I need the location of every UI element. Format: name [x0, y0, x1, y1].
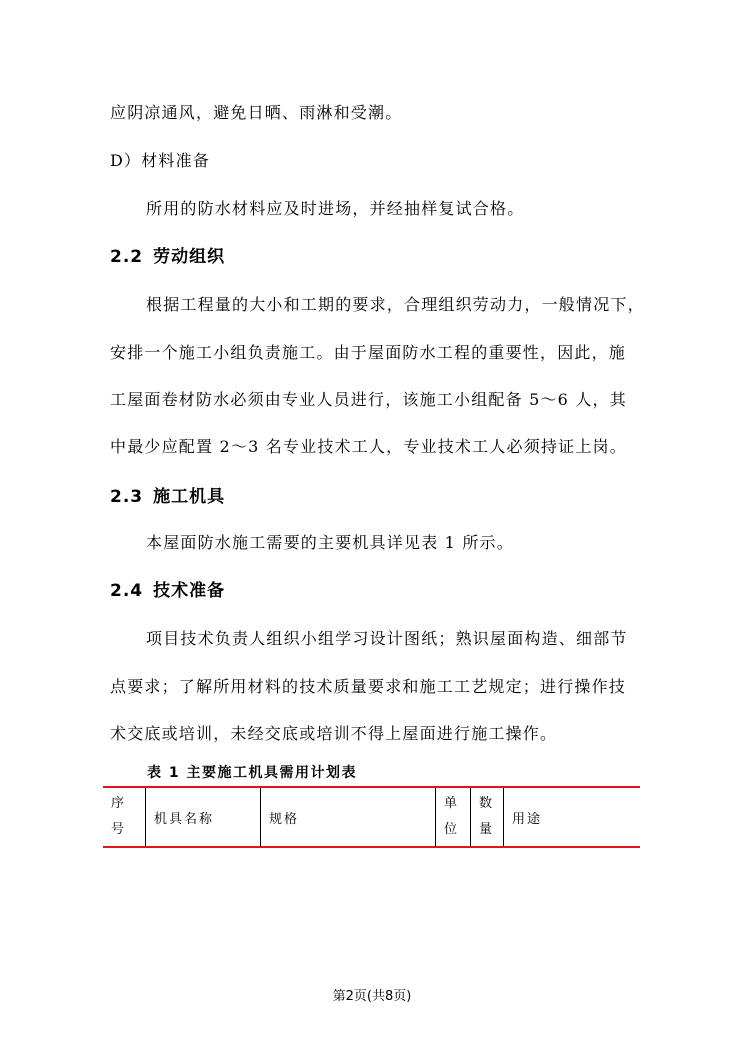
page-number: 第2页(共8页) [332, 989, 412, 1004]
section-2-4-heading [110, 580, 225, 602]
section-title: 技术准备 [153, 581, 226, 601]
material-prep-text: 所用的防水材料应及时进场，并经抽样复试合格。 [146, 199, 525, 218]
section-2-3-heading [110, 486, 225, 508]
section-number: 2.2 [110, 247, 144, 267]
labor-line-4: 中最少应配置 2～3 名专业技术工人，专业技术工人必须持证上岗。 [110, 437, 627, 456]
tech-prep-line-3: 术交底或培训，未经交底或培训不得上屋面进行施工操作。 [110, 724, 558, 743]
header-seq-top: 序 [111, 796, 127, 811]
section-title: 劳动组织 [153, 247, 226, 267]
header-seq-bottom: 号 [111, 822, 127, 837]
labor-line-3: 工屋面卷材防水必须由专业人员进行，该施工小组配备 5～6 人，其 [110, 390, 627, 409]
header-unit-bottom: 位 [444, 822, 460, 837]
header-seq [103, 787, 146, 847]
header-unit-top: 单 [444, 796, 460, 811]
section-title: 施工机具 [153, 487, 226, 507]
table-caption: 表 1 主要施工机具需用计划表 [147, 765, 357, 781]
labor-line-1: 根据工程量的大小和工期的要求，合理组织劳动力，一般情况下， [146, 295, 645, 314]
tech-prep-line-1: 项目技术负责人组织小组学习设计图纸；熟识屋面构造、细部节 [146, 629, 628, 648]
labor-line-2: 安排一个施工小组负责施工。由于屋面防水工程的重要性，因此，施 [110, 343, 627, 362]
storage-paragraph-tail: 应阴凉通风，避免日晒、雨淋和受潮。 [110, 103, 403, 122]
equipment-text: 本屋面防水施工需要的主要机具详见表 1 所示。 [146, 533, 514, 552]
section-number: 2.4 [110, 581, 144, 601]
section-number: 2.3 [110, 487, 144, 507]
header-qty [471, 787, 504, 847]
header-spec: 规格 [261, 787, 436, 847]
header-qty-bottom: 量 [479, 822, 495, 837]
section-2-2-heading [110, 246, 225, 268]
header-unit [436, 787, 471, 847]
table-header-row [103, 787, 640, 847]
equipment-plan-table [103, 786, 640, 848]
tech-prep-line-2: 点要求；了解所用材料的技术质量要求和施工工艺规定；进行操作技 [110, 677, 627, 696]
header-usage: 用途 [504, 787, 641, 847]
header-name: 机具名称 [146, 787, 261, 847]
material-prep-label: D）材料准备 [110, 151, 211, 170]
header-qty-top: 数 [479, 796, 495, 811]
